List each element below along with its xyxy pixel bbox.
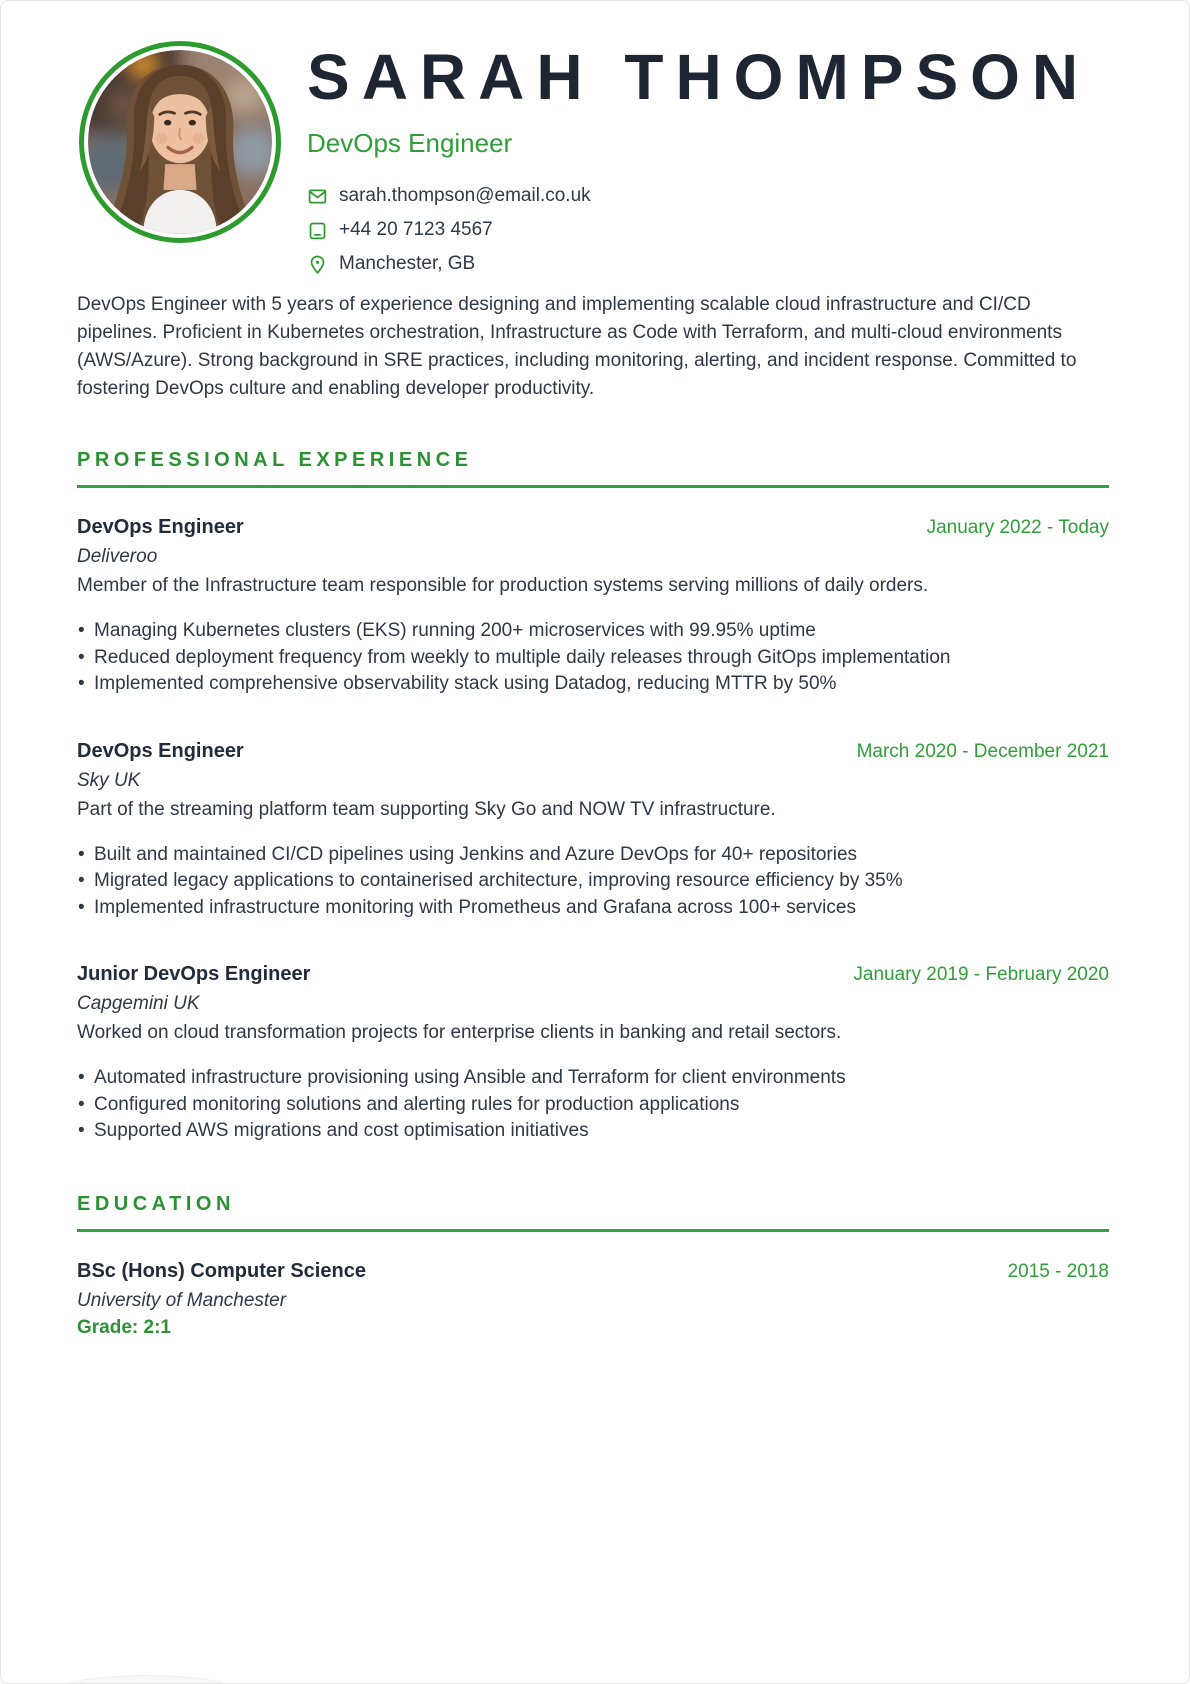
job-dates: January 2022 - Today — [926, 517, 1109, 539]
person-job-title: DevOps Engineer — [307, 128, 513, 159]
job-description: Member of the Infrastructure team responsible for production systems serving millions of daily orders. — [77, 575, 929, 597]
contact-phone-text: +44 20 7123 4567 — [339, 219, 493, 241]
job-description: Part of the streaming platform team supporting Sky Go and NOW TV infrastructure. — [77, 798, 776, 820]
job-bullet: • Reduced deployment frequency from weekly to multiple daily releases through GitOps implementation — [77, 645, 1109, 672]
profile-photo-illustration — [88, 50, 272, 234]
education-school: University of Manchester — [77, 1289, 287, 1311]
section-rule — [77, 485, 1109, 488]
job-entry-capgemini-uk — [77, 963, 1109, 1145]
section-education — [77, 1193, 1109, 1339]
job-bullet: • Managing Kubernetes clusters (EKS) running 200+ microservices with 99.95% uptime — [77, 618, 1109, 645]
profile-summary: DevOps Engineer with 5 years of experience designing and implementing scalable cloud infrastructure and CI/CD pipelines. Proficient in Kubernetes orchestration, Infrastructure as Code with Terraform, and multi-cloud environments (AWS/Azure). Strong background in SRE practices, including monitoring, alerting, and incident response. Committed to fostering DevOps culture and enabling developer productivity. — [77, 294, 1077, 400]
job-company: Sky UK — [77, 769, 141, 791]
contact-email-text: sarah.thompson@email.co.uk — [339, 185, 591, 207]
contact-list — [307, 185, 1090, 275]
section-professional-experience — [77, 449, 1109, 1145]
job-entry-deliveroo — [77, 516, 1109, 698]
contact-location — [307, 253, 1090, 275]
education-grade: Grade: 2:1 — [77, 1316, 171, 1338]
section-rule — [77, 1229, 1109, 1232]
job-description: Worked on cloud transformation projects for enterprise clients in banking and retail sectors. — [77, 1022, 842, 1044]
job-bullet: • Supported AWS migrations and cost optimisation initiatives — [77, 1118, 1109, 1145]
job-bullet: • Implemented infrastructure monitoring with Prometheus and Grafana across 100+ services — [77, 895, 1109, 922]
job-bullet-list — [77, 842, 1109, 922]
job-bullet: • Built and maintained CI/CD pipelines using Jenkins and Azure DevOps for 40+ repositories — [77, 842, 1109, 869]
job-role: Junior DevOps Engineer — [77, 963, 311, 986]
profile-photo — [79, 41, 281, 243]
job-bullet: • Automated infrastructure provisioning using Ansible and Terraform for client environments — [77, 1065, 1109, 1092]
job-company: Capgemini UK — [77, 993, 200, 1015]
job-bullet: • Implemented comprehensive observability stack using Datadog, reducing MTTR by 50% — [77, 671, 1109, 698]
education-dates: 2015 - 2018 — [1007, 1260, 1109, 1282]
contact-email — [307, 185, 1090, 207]
resume-header — [77, 41, 1109, 275]
phone-icon — [307, 220, 328, 241]
section-title-education: EDUCATION — [77, 1192, 235, 1215]
contact-phone — [307, 219, 1090, 241]
job-dates: January 2019 - February 2020 — [853, 964, 1109, 986]
education-degree: BSc (Hons) Computer Science — [77, 1259, 366, 1282]
job-bullet: • Configured monitoring solutions and alerting rules for production applications — [77, 1092, 1109, 1119]
person-name: SARAH THOMPSON — [307, 41, 1091, 113]
job-bullet-list — [77, 618, 1109, 698]
bottom-watermark-shape — [56, 1675, 236, 1684]
email-icon — [307, 186, 328, 207]
location-icon — [307, 254, 328, 275]
job-entry-sky-uk — [77, 740, 1109, 922]
job-dates: March 2020 - December 2021 — [856, 740, 1109, 762]
contact-location-text: Manchester, GB — [339, 253, 476, 275]
job-role: DevOps Engineer — [77, 516, 244, 539]
section-title-experience: PROFESSIONAL EXPERIENCE — [77, 449, 473, 472]
job-role: DevOps Engineer — [77, 739, 244, 762]
education-entry — [77, 1260, 1109, 1339]
job-company: Deliveroo — [77, 546, 158, 568]
header-identity — [307, 41, 1090, 275]
job-bullet-list — [77, 1065, 1109, 1145]
job-bullet: • Migrated legacy applications to containerised architecture, improving resource efficiency by 35% — [77, 868, 1109, 895]
